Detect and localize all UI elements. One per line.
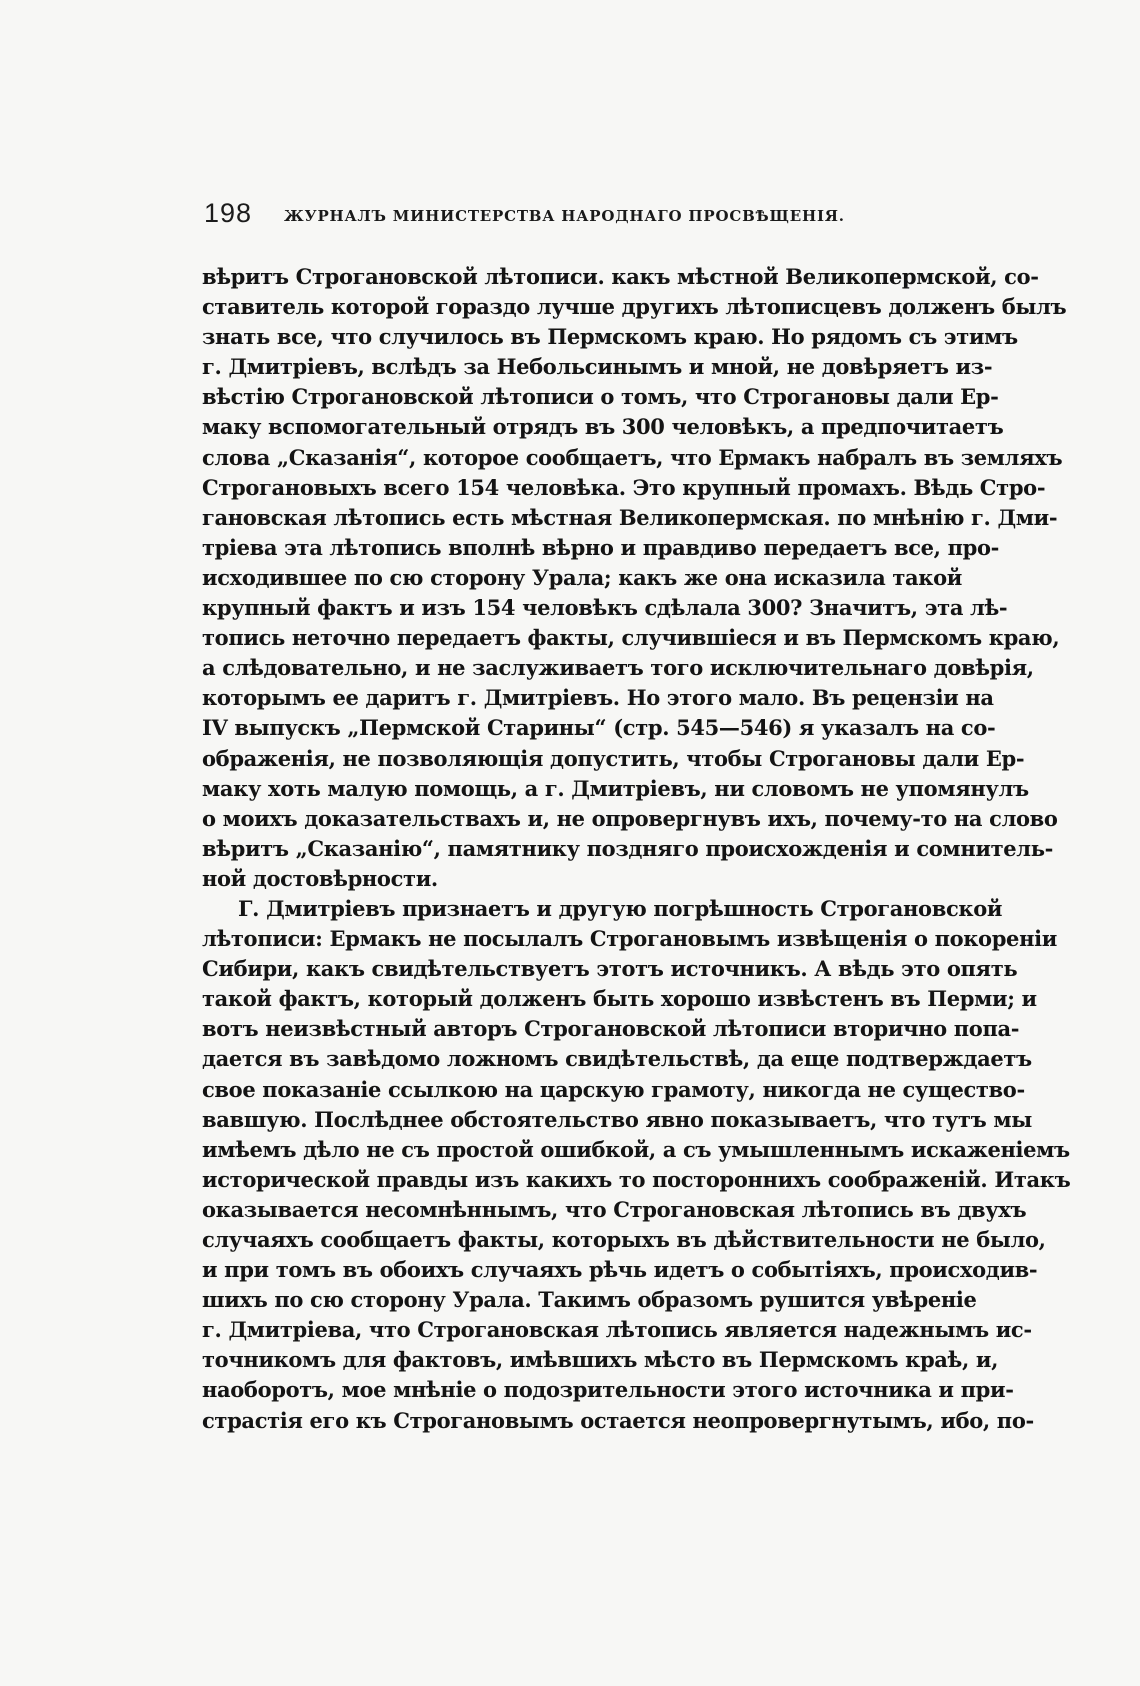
text-line: наоборотъ, мое мнѣніе о подозрительности этого источника и при- [202,1377,1014,1403]
text-line: г. Дмитріева, что Строгановская лѣтопись является надежнымъ ис- [202,1317,1032,1343]
text-line: исходившее по сю сторону Урала; какъ же она исказила такой [202,564,962,590]
text-line: вѣритъ Строгановской лѣтописи. какъ мѣстной Великопермской, со- [202,264,1039,289]
body-text [202,262,1071,1436]
text-line: ображенія, не позволяющія допустить, чтобы Строгановы дали Ер- [202,745,1025,771]
text-line: крупный фактъ и изъ 154 человѣкъ сдѣлала 300? Значитъ, эта лѣ- [202,595,1008,621]
text-line: Строгановыхъ всего 154 человѣка. Это крупный промахъ. Вѣдь Стро- [202,474,1046,500]
text-line: слова „Сказанія“, которое сообщаетъ, что Ермакъ набралъ въ земляхъ [202,444,1063,470]
text-line: которымъ ее даритъ г. Дмитріевъ. Но этого мало. Въ рецензіи на [202,685,994,711]
text-line: вѣритъ „Сказанію“, памятнику поздняго происхожденія и сомнитель- [202,835,1053,861]
text-line: исторической правды изъ какихъ то постороннихъ соображеній. Итакъ [202,1166,1071,1192]
text-line: гановская лѣтопись есть мѣстная Великопермская. по мнѣнію г. Дми- [202,504,1058,530]
text-line: и при томъ въ обоихъ случаяхъ рѣчь идетъ о событіяхъ, происходив- [202,1257,1038,1283]
text-line: вѣстію Строгановской лѣтописи о томъ, что Строгановы дали Ер- [202,384,999,410]
text-line: вавшую. Послѣднее обстоятельство явно показываетъ, что тутъ мы [202,1106,1032,1132]
text-line: Г. Дмитріевъ признаетъ и другую погрѣшность Строгановской [238,895,1003,921]
text-line: а слѣдовательно, и не заслуживаетъ того исключительнаго довѣрія, [202,655,1034,681]
text-line: случаяхъ сообщаетъ факты, которыхъ въ дѣйствительности не было, [202,1227,1046,1252]
text-line: шихъ по сю сторону Урала. Такимъ образомъ рушится увѣреніе [202,1287,977,1313]
text-block [202,198,1071,1436]
text-line: вотъ неизвѣстный авторъ Строгановской лѣтописи вторично попа- [202,1016,1020,1042]
page-header [202,198,962,242]
text-line: точникомъ для фактовъ, имѣвшихъ мѣсто въ Пермскомъ краѣ, и, [202,1347,999,1373]
text-line: свое показаніе ссылкою на царскую грамоту, никогда не существо- [202,1076,1025,1102]
text-line: лѣтописи: Ермакъ не посылалъ Строгановымъ извѣщенія о покореніи [202,926,1057,952]
text-line: IV выпускъ „Пермской Старины“ (стр. 545—546) я указалъ на со- [202,715,996,741]
text-line: знать все, что случилось въ Пермскомъ краю. Но рядомъ съ этимъ [202,324,1018,350]
text-line: дается въ завѣдомо ложномъ свидѣтельствѣ, да еще подтверждаетъ [202,1046,1032,1072]
text-line: маку вспомогательный отрядъ въ 300 человѣкъ, а предпочитаетъ [202,414,1004,440]
text-line: такой фактъ, который долженъ быть хорошо извѣстенъ въ Перми; и [202,986,1037,1012]
text-line: имѣемъ дѣло не съ простой ошибкой, а съ умышленнымъ искаженіемъ [202,1136,1070,1162]
text-line: о моихъ доказательствахъ и, не опровергнувъ ихъ, почему-то на слово [202,805,1058,831]
running-title: ЖУРНАЛЪ МИНИСТЕРСТВА НАРОДНАГО ПРОСВѢЩЕНІЯ. [284,207,845,225]
text-line: тріева эта лѣтопись вполнѣ вѣрно и правдиво передаетъ все, про- [202,534,999,560]
paragraph-1 [202,262,1067,894]
paragraph-2 [202,894,1071,1436]
text-line: г. Дмитріевъ, вслѣдъ за Небольсинымъ и мной, не довѣряетъ из- [202,354,993,380]
text-line: маку хоть малую помощь, а г. Дмитріевъ, ни словомъ не упомянулъ [202,775,1029,801]
text-line: топись неточно передаетъ факты, случившіеся и въ Пермскомъ краю, [202,625,1060,651]
text-line: Сибири, какъ свидѣтельствуетъ этотъ источникъ. А вѣдь это опять [202,956,1018,982]
text-line: страстія его къ Строгановымъ остается неопровергнутымъ, ибо, по- [202,1407,1034,1433]
text-line: ставитель которой гораздо лучше другихъ лѣтописцевъ долженъ былъ [202,294,1067,320]
text-line: оказывается несомнѣннымъ, что Строгановская лѣтопись въ двухъ [202,1196,1027,1222]
page-number: 198 [204,198,253,228]
text-line: ной достовѣрности. [202,865,438,891]
